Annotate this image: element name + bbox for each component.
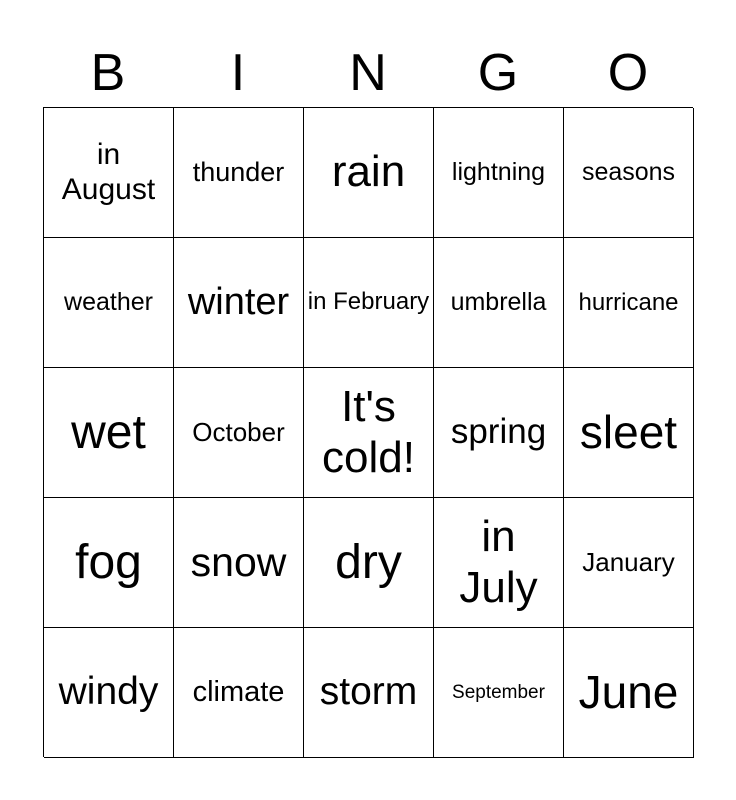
- bingo-cell[interactable]: [44, 368, 174, 498]
- bingo-cell[interactable]: [304, 108, 434, 238]
- bingo-board: [43, 107, 693, 757]
- header-letter-b: B: [90, 44, 126, 102]
- cell-text: June: [578, 666, 679, 719]
- cell-text: hurricane: [578, 288, 679, 316]
- header-letter-o: O: [607, 44, 649, 102]
- cell-text: rain: [331, 147, 406, 197]
- bingo-cell[interactable]: [174, 628, 304, 758]
- bingo-cell[interactable]: [564, 628, 694, 758]
- cell-text: September: [452, 681, 545, 703]
- cell-text: weather: [64, 288, 153, 317]
- bingo-cell[interactable]: [434, 368, 564, 498]
- cell-text: climate: [192, 675, 285, 708]
- bingo-cell[interactable]: [304, 498, 434, 628]
- bingo-cell[interactable]: [44, 628, 174, 758]
- cell-text: windy: [58, 670, 159, 714]
- bingo-cell[interactable]: [434, 108, 564, 238]
- bingo-cell[interactable]: [564, 108, 694, 238]
- cell-text: fog: [75, 535, 142, 589]
- bingo-cell[interactable]: [174, 108, 304, 238]
- cell-text: lightning: [451, 158, 546, 187]
- cell-text: in August: [61, 138, 156, 206]
- cell-text: dry: [335, 535, 402, 589]
- bingo-cell[interactable]: [434, 498, 564, 628]
- cell-text: October: [192, 416, 285, 447]
- bingo-cell[interactable]: [434, 628, 564, 758]
- cell-text: January: [582, 546, 675, 577]
- bingo-cell[interactable]: [174, 368, 304, 498]
- bingo-cell[interactable]: [564, 368, 694, 498]
- cell-text: sleet: [579, 406, 678, 459]
- cell-text: in July: [459, 511, 538, 612]
- cell-text: in February: [307, 288, 430, 316]
- cell-text: storm: [319, 670, 418, 714]
- cell-text: umbrella: [450, 288, 547, 317]
- bingo-cell[interactable]: [44, 238, 174, 368]
- header-letter-n: N: [349, 44, 387, 102]
- bingo-cell[interactable]: [304, 238, 434, 368]
- cell-text: wet: [71, 405, 146, 459]
- bingo-cell[interactable]: [44, 498, 174, 628]
- cell-text: spring: [450, 412, 547, 452]
- cell-text: winter: [187, 280, 290, 323]
- cell-text: snow: [190, 538, 287, 585]
- bingo-header: [43, 40, 693, 106]
- bingo-cell[interactable]: [44, 108, 174, 238]
- bingo-cell[interactable]: [564, 238, 694, 368]
- bingo-cell[interactable]: [174, 498, 304, 628]
- bingo-cell[interactable]: [174, 238, 304, 368]
- cell-text: It's cold!: [322, 381, 415, 482]
- bingo-cell[interactable]: [304, 368, 434, 498]
- bingo-cell[interactable]: [434, 238, 564, 368]
- bingo-cell[interactable]: [304, 628, 434, 758]
- header-letter-i: I: [230, 44, 246, 102]
- header-letter-g: G: [477, 44, 519, 102]
- cell-text: seasons: [581, 158, 676, 187]
- bingo-cell[interactable]: [564, 498, 694, 628]
- cell-text: thunder: [192, 156, 285, 187]
